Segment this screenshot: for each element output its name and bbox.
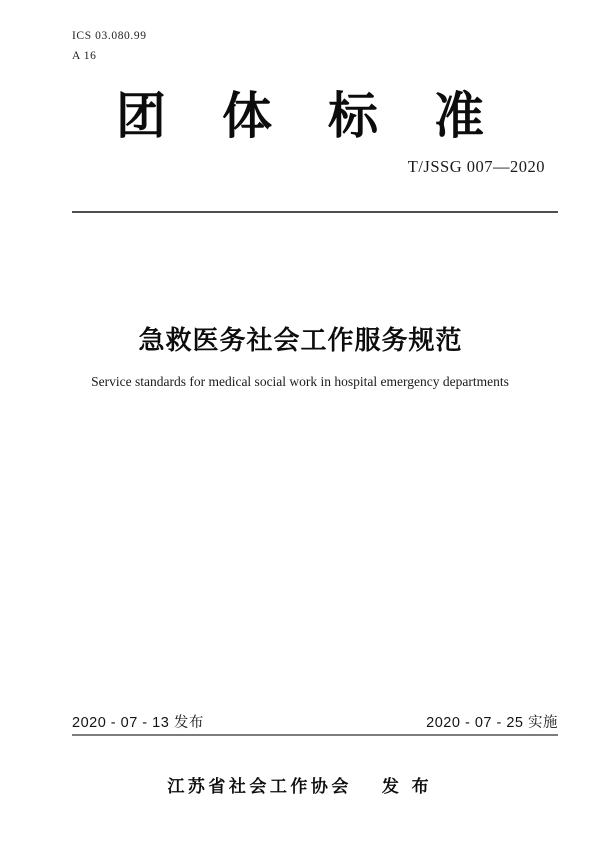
implementation-date: 2020 - 07 - 25 实施 [426,715,558,731]
document-title-en: Service standards for medical social work in hospital emergency departments [91,374,509,389]
doc-type-title: 团体标准 [116,88,540,144]
publish-action-label: 发 布 [381,777,433,796]
publisher-row [0,772,600,797]
ics-classification-block [72,26,147,66]
ics-code: ICS 03.080.99 [72,30,147,42]
classification-code: A 16 [72,50,97,62]
standard-number: T/JSSG 007—2020 [407,157,545,176]
footer-rule [72,734,558,736]
publisher-name: 江苏省社会工作协会 [167,777,352,796]
dates-row [72,711,558,732]
header-rule [72,211,558,213]
document-title-zh: 急救医务社会工作服务规范 [138,325,463,355]
issue-date: 2020 - 07 - 13 发布 [72,715,204,731]
